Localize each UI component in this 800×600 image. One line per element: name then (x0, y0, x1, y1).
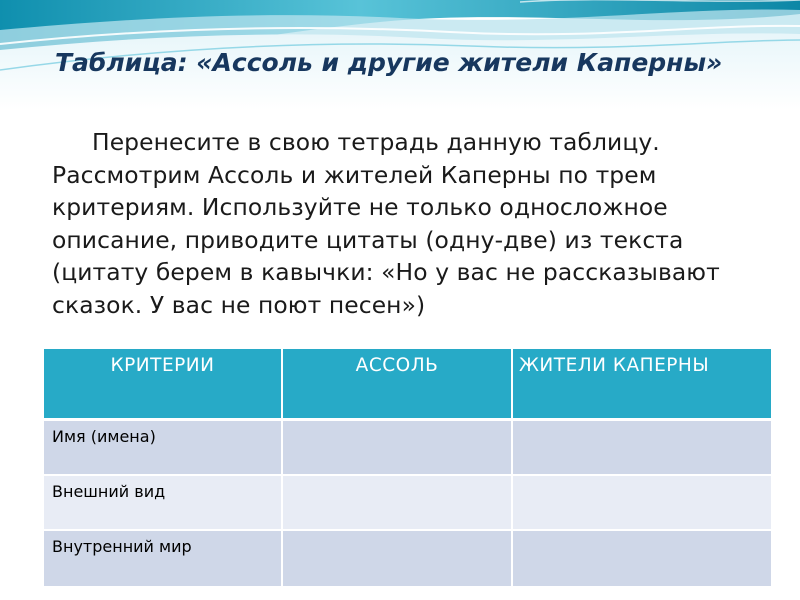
instruction-text: Перенесите в свою тетрадь данную таблицу. Рассмотрим Ассоль и жителей Каперны по трем критериям. Используйте не только односложное описание, приводите цитаты (одну-две) из текста (цитату берем в кавычки: «Но у вас не рассказывают сказок. У вас не поют песен») (52, 128, 720, 319)
residents-cell (512, 530, 771, 587)
header-kaperna-residents: ЖИТЕЛИ КАПЕРНЫ (512, 349, 771, 420)
assol-cell (282, 420, 512, 476)
residents-cell (512, 420, 771, 476)
assol-cell (282, 475, 512, 530)
table-row (44, 420, 771, 476)
criterion-cell: Имя (имена) (44, 420, 282, 476)
table-row (44, 475, 771, 530)
assol-cell (282, 530, 512, 587)
criteria-table (44, 349, 771, 588)
table-row (44, 530, 771, 587)
table-header-row (44, 349, 771, 420)
header-assol: АССОЛЬ (282, 349, 512, 420)
slide-title: Таблица: «Ассоль и другие жители Каперны» (55, 48, 723, 77)
criterion-cell: Внутренний мир (44, 530, 282, 587)
residents-cell (512, 475, 771, 530)
criterion-cell: Внешний вид (44, 475, 282, 530)
header-criteria: КРИТЕРИИ (44, 349, 282, 420)
